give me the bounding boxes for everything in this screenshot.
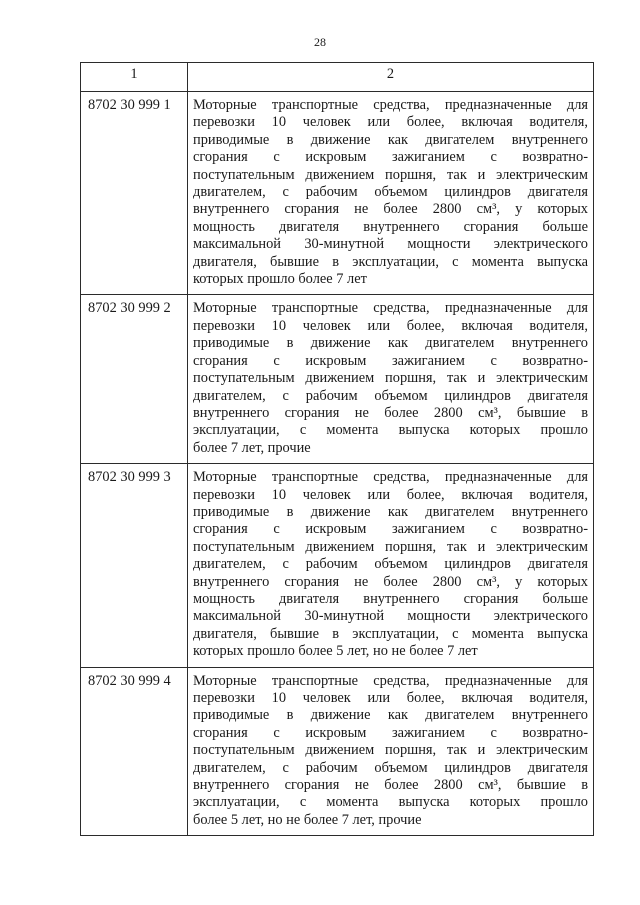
description-line: поступательным движением поршня, так и электрическим	[193, 166, 588, 183]
description-line: приводимые в движение как двигателем внутреннего	[193, 131, 588, 148]
description-line: сгорания с искровым зажиганием с возвратно-	[193, 149, 588, 166]
description-line: поступательным движением поршня, так и электрическим	[193, 538, 588, 555]
column-header-1: 1	[81, 63, 188, 92]
tariff-code: 8702 30 999 4	[81, 667, 188, 836]
tariff-description	[188, 667, 594, 836]
description-line: поступательным движением поршня, так и электрическим	[193, 370, 588, 387]
table-row	[81, 295, 594, 464]
tariff-code: 8702 30 999 3	[81, 464, 188, 667]
description-line: эксплуатации, с момента выпуска которых прошло	[193, 794, 588, 811]
description-line: Моторные транспортные средства, предназначенные для	[193, 672, 588, 689]
description-line: Моторные транспортные средства, предназначенные для	[193, 97, 588, 113]
description-line: более 7 лет, прочие	[193, 439, 311, 456]
column-header-2: 2	[188, 63, 594, 92]
tariff-code: 8702 30 999 2	[81, 295, 188, 464]
description-line: перевозки 10 человек или более, включая водителя,	[193, 317, 588, 334]
tariff-description	[188, 92, 594, 295]
description-line: максимальной 30-минутной мощности электрического	[193, 608, 588, 625]
description-line: внутреннего сгорания не более 2800 см³, бывшие в	[193, 777, 588, 794]
description-line: сгорания с искровым зажиганием с возвратно-	[193, 352, 588, 369]
description-line: внутреннего сгорания не более 2800 см³, бывшие в	[193, 404, 588, 421]
description-line: приводимые в движение как двигателем внутреннего	[193, 707, 588, 724]
description-line: приводимые в движение как двигателем внутреннего	[193, 503, 588, 520]
table-row	[81, 464, 594, 667]
description-line: Моторные транспортные средства, предназначенные для	[193, 469, 588, 486]
description-line: внутреннего сгорания не более 2800 см³, у которых	[193, 201, 588, 218]
description-line: Моторные транспортные средства, предназначенные для	[193, 300, 588, 317]
tariff-table	[80, 62, 594, 836]
description-line: сгорания с искровым зажиганием с возвратно-	[193, 521, 588, 538]
description-line: двигателя, бывшие в эксплуатации, с момента выпуска	[193, 253, 588, 270]
description-line: которых прошло более 5 лет, но не более 7 лет	[193, 643, 478, 660]
description-line: внутреннего сгорания не более 2800 см³, у которых	[193, 573, 588, 590]
table-header-row	[81, 63, 594, 92]
description-line: мощность двигателя внутреннего сгорания больше	[193, 590, 588, 607]
tariff-description	[188, 295, 594, 464]
description-line: перевозки 10 человек или более, включая водителя,	[193, 114, 588, 131]
description-line: более 5 лет, но не более 7 лет, прочие	[193, 811, 422, 828]
description-line: двигателем, с рабочим объемом цилиндров двигателя	[193, 184, 588, 201]
description-line: сгорания с искровым зажиганием с возвратно-	[193, 724, 588, 741]
description-line: двигателя, бывшие в эксплуатации, с момента выпуска	[193, 625, 588, 642]
description-line: перевозки 10 человек или более, включая водителя,	[193, 690, 588, 706]
table-row	[81, 92, 594, 295]
description-line: двигателем, с рабочим объемом цилиндров двигателя	[193, 556, 588, 573]
tariff-description	[188, 464, 594, 667]
description-line: максимальной 30-минутной мощности электрического	[193, 236, 588, 253]
description-line: двигателем, с рабочим объемом цилиндров двигателя	[193, 759, 588, 776]
tariff-code: 8702 30 999 1	[81, 92, 188, 295]
description-line: которых прошло более 7 лет	[193, 271, 367, 288]
description-line: двигателем, с рабочим объемом цилиндров двигателя	[193, 387, 588, 404]
table-row	[81, 667, 594, 836]
description-line: перевозки 10 человек или более, включая водителя,	[193, 486, 588, 503]
description-line: эксплуатации, с момента выпуска которых прошло	[193, 422, 588, 439]
description-line: мощность двигателя внутреннего сгорания больше	[193, 218, 588, 235]
page-number: 28	[314, 35, 326, 49]
description-line: поступательным движением поршня, так и электрическим	[193, 742, 588, 759]
description-line: приводимые в движение как двигателем внутреннего	[193, 335, 588, 352]
